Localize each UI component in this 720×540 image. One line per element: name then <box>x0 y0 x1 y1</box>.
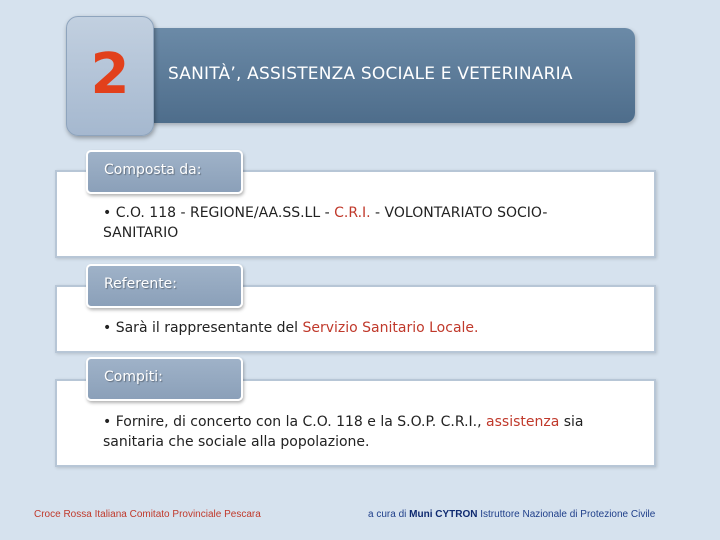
referent-text <box>103 318 614 338</box>
footer-credits-suffix: Istruttore Nazionale di Protezione Civile <box>477 509 656 520</box>
header-bar <box>140 28 635 123</box>
tasks-text <box>103 412 614 452</box>
bullet: • <box>103 414 112 430</box>
tasks-text-part: Fornire, di concerto con la C.O. 118 e la S.O.P. C.R.I., <box>115 414 487 430</box>
referent-tab <box>86 264 243 308</box>
footer-credits <box>368 509 655 520</box>
composition-highlight: C.R.I. <box>334 205 371 221</box>
composition-text-part: - VOLONTARIATO SOCIO-SANITARIO <box>103 205 548 241</box>
bullet: • <box>103 320 112 336</box>
composition-tab <box>86 150 243 194</box>
footer-author: Muni CYTRON <box>409 509 478 520</box>
referent-text-part: Sarà il rappresentante del <box>115 320 303 336</box>
tasks-tab <box>86 357 243 401</box>
referent-label: Referente: <box>104 276 178 292</box>
tasks-highlight: assistenza <box>486 414 560 430</box>
composition-text-part: C.O. 118 - REGIONE/AA.SS.LL - <box>115 205 335 221</box>
tasks-label: Compiti: <box>104 369 163 385</box>
referent-highlight: Servizio Sanitario Locale. <box>302 320 479 336</box>
composition-label: Composta da: <box>104 162 202 178</box>
footer-organization: Croce Rossa Italiana Comitato Provinciale Pescara <box>34 509 261 520</box>
composition-text <box>103 203 614 243</box>
section-number-box <box>66 16 154 136</box>
footer-credits-prefix: a cura di <box>368 509 410 520</box>
section-number: 2 <box>90 42 130 107</box>
bullet: • <box>103 205 112 221</box>
page-title: SANITÀ’, ASSISTENZA SOCIALE E VETERINARIA <box>168 64 573 84</box>
tasks-text-part: sia sanitaria che sociale alla popolazione. <box>103 414 584 450</box>
